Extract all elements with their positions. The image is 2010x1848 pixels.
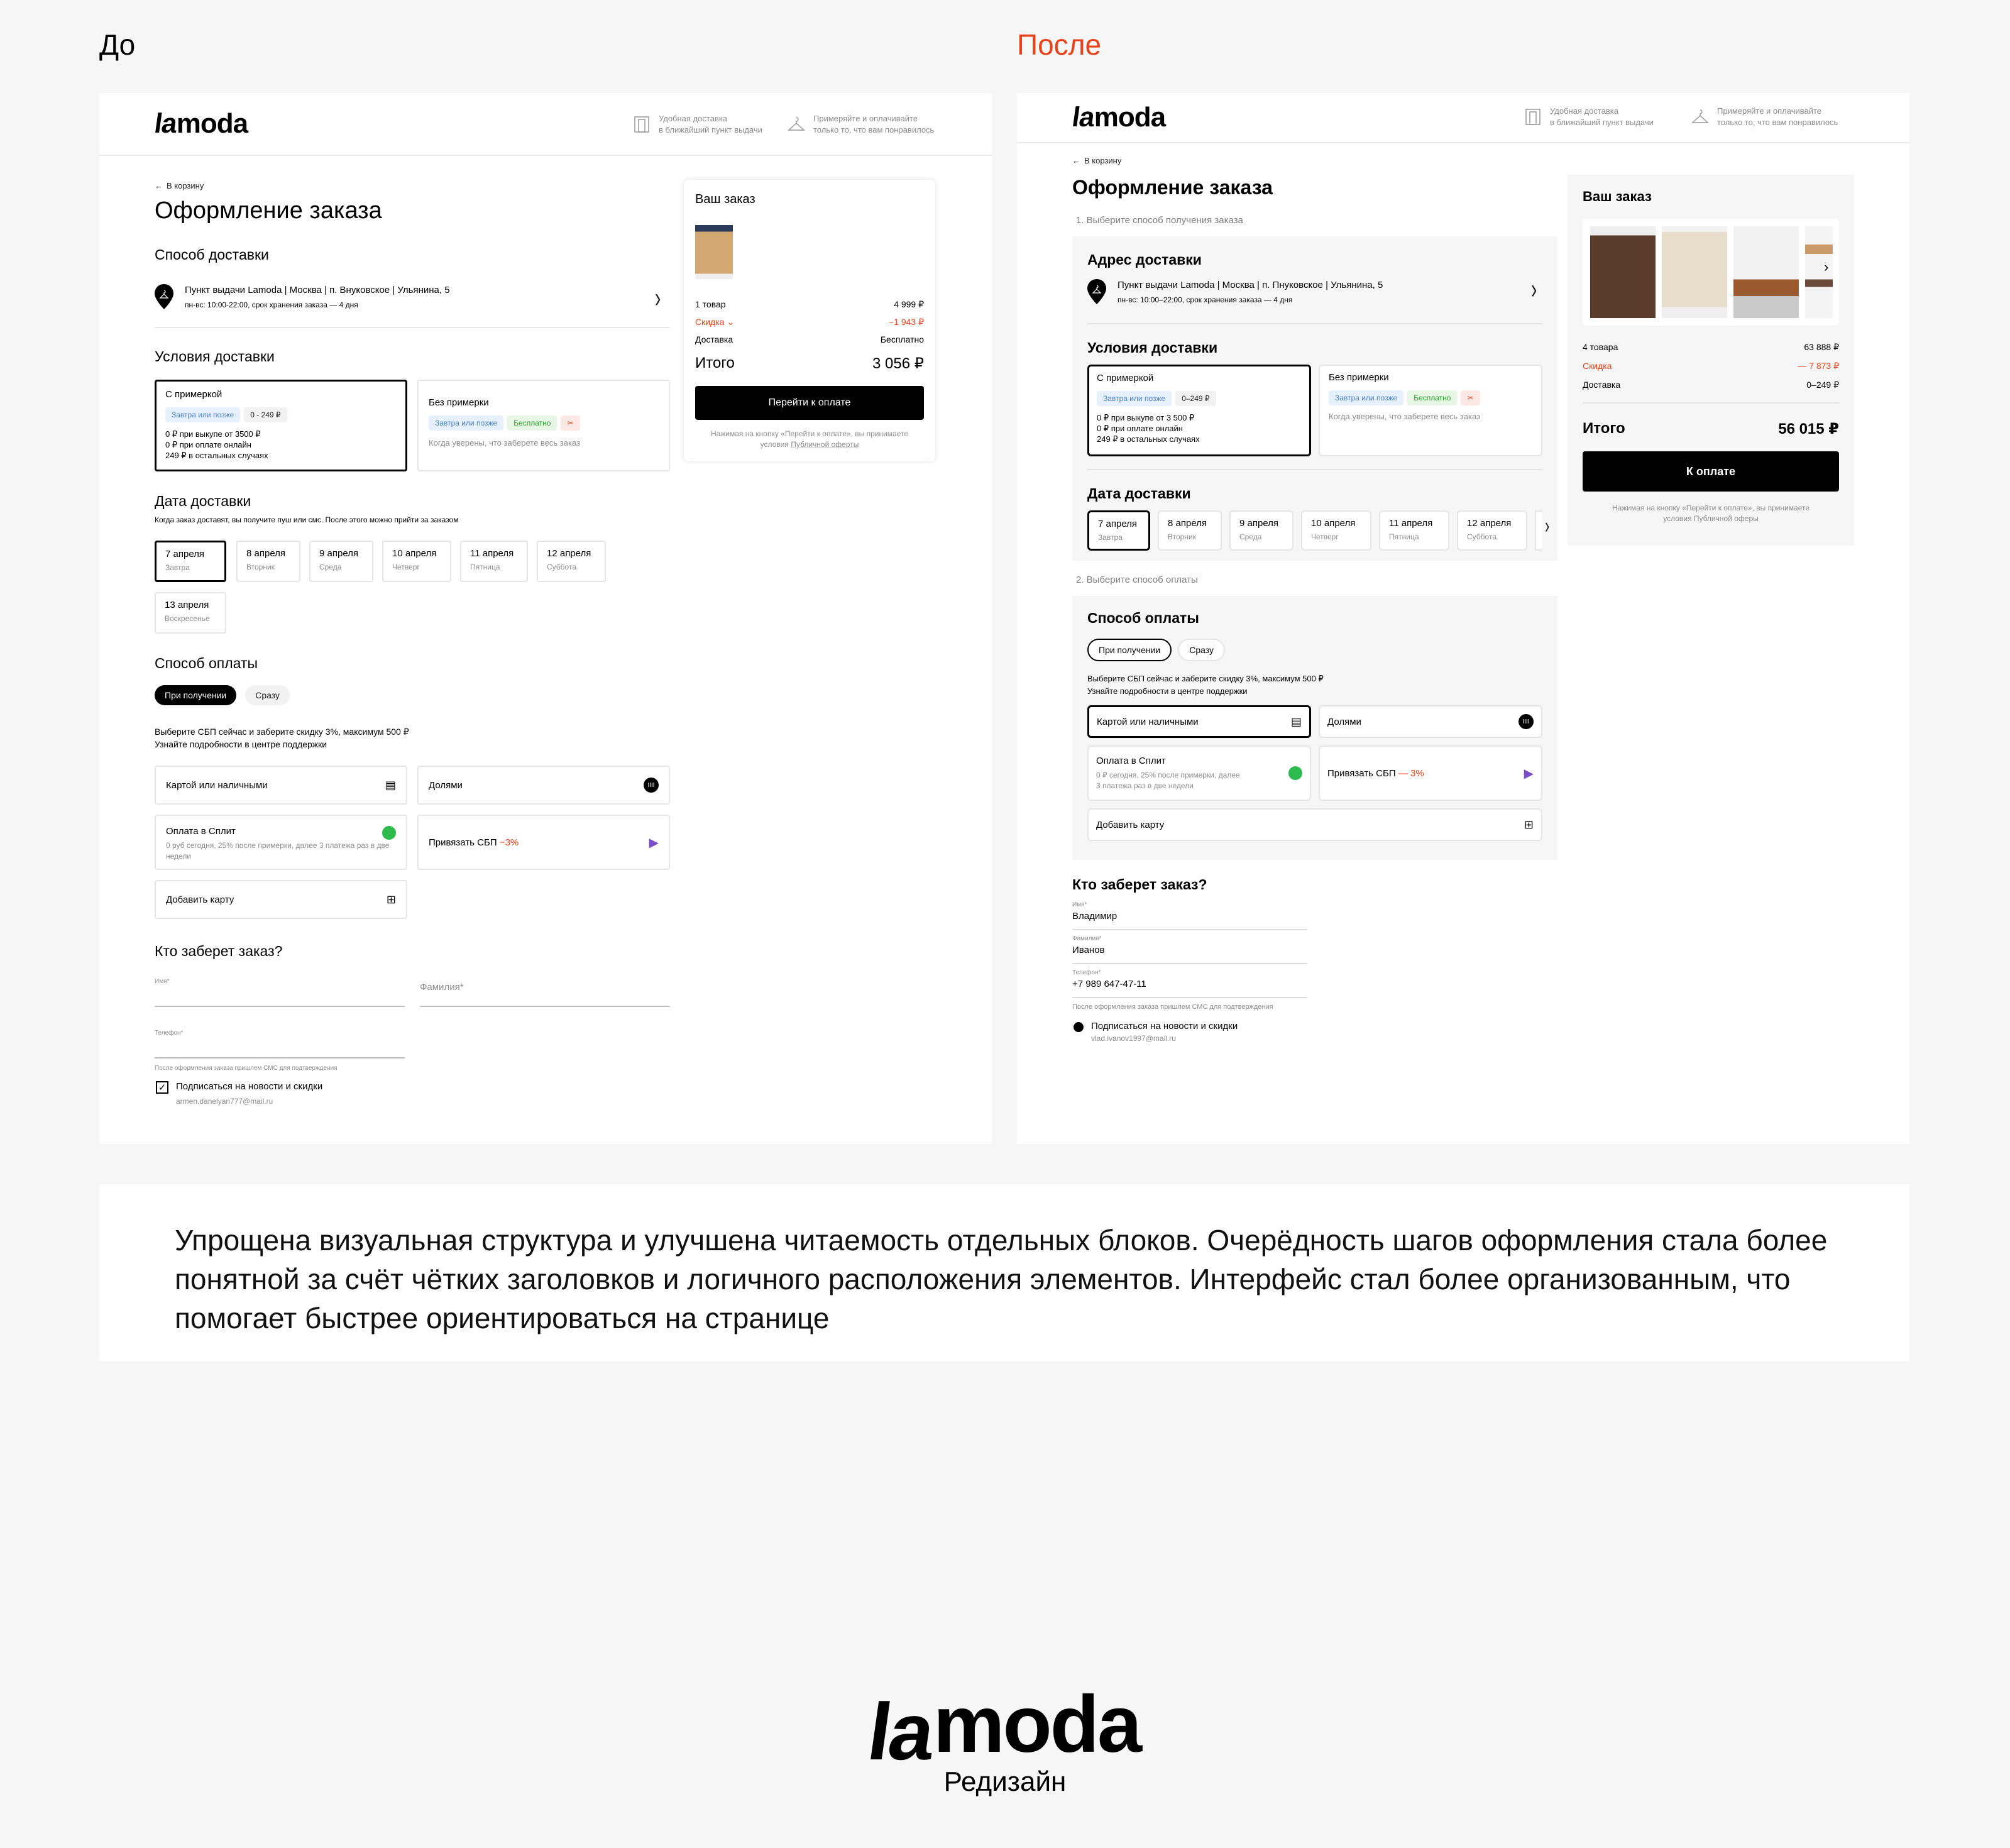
payment-heading: Способ оплаты [1087,610,1199,626]
dolyami-icon: IIII [1518,714,1534,729]
date-option[interactable]: 12 апреля Суббота [537,541,606,582]
recipient-heading: Кто заберет заказ? [155,943,283,959]
recipient-heading: Кто заберет заказ? [1072,876,1207,893]
payment-heading: Способ оплаты [155,655,258,671]
product-thumbnail-polo[interactable] [1590,226,1656,318]
chevron-right-icon[interactable]: › [1531,273,1537,304]
order-summary [684,180,935,461]
date-option[interactable]: 9 апреля Среда [1229,510,1293,551]
add-card-button[interactable]: Добавить карту ⊞ [1087,808,1542,841]
step-2-label: 2. Выберите способ оплаты [1076,575,1198,585]
card-coins-icon: ▤ [385,778,396,791]
pay-sbp[interactable]: Привязать СБП — 3% ▶ [1319,745,1542,801]
condition-with-fitting[interactable]: С примеркой Завтра или позже 0–249 ₽ 0 ₽ при выкупе от 3 500 ₽ 0 ₽ при оплате онлайн 249 ₽ в остальных случаях [1087,365,1311,456]
surname-field[interactable]: Фамилия* Иванов [1072,935,1307,964]
product-carousel [1583,219,1839,326]
date-option[interactable]: 11 апреля Пятница [1379,510,1449,551]
tab-immediately[interactable]: Сразу [245,685,290,705]
pay-card-or-cash[interactable]: Картой или наличными ▤ [155,766,407,805]
back-to-cart-link[interactable]: ← В корзину [1072,156,1122,165]
split-icon [1288,766,1302,780]
date-heading: Дата доставки [1087,485,1191,502]
tab-immediately[interactable]: Сразу [1178,639,1225,661]
split-icon [382,826,396,840]
summary-row-discount[interactable]: Скидка ⌄ −1 943 ₽ [695,317,924,327]
dolyami-icon: IIII [644,778,659,793]
address-heading: Адрес доставки [1087,251,1202,268]
pay-card-or-cash[interactable]: Картой или наличными ▤ [1087,705,1311,738]
subscribe-checkbox[interactable]: ✓ Подписаться на новости и скидки armen.danelyan777@mail.ru [156,1081,322,1106]
summary-row-delivery: Доставка 0–249 ₽ [1583,380,1839,390]
surname-field[interactable]: Фамилия* [420,982,670,1007]
phone-field[interactable]: Телефон* +7 989 647-47-11 [1072,969,1307,998]
footer-subtitle: Редизайн [943,1766,1067,1797]
terms-note: Нажимая на кнопку «Перейти к оплате», вы принимаете условия Публичной оферы [1612,503,1810,523]
before-screenshot [99,93,992,1144]
site-header [99,93,992,156]
date-option[interactable]: 10 апреля Четверг [382,541,451,582]
site-header [1017,93,1909,143]
public-offer-link[interactable]: Публичной оферты [791,440,859,449]
lamoda-logo[interactable]: lamoda [1070,102,1166,133]
after-screenshot [1017,93,1909,1144]
map-pin-icon [155,284,173,309]
date-option[interactable]: 12 апреля Суббота [1457,510,1527,551]
pill-price: 0 - 249 ₽ [244,407,287,422]
toggle-indicator-icon [1074,1022,1084,1032]
caption-text: Упрощена визуальная структура и улучшена читаемость отдельных блоков. Очерёдность шагов оформления стала более понятной за счёт чётких заголовков и логичного расположения элементов. Интерфейс стал более организованным, что помогает быстрее ориентироваться на странице [175,1224,1828,1334]
pickup-address[interactable]: Пункт выдачи Lamoda | Москва | п. Пнуковское | Ульянина, 5 пн-вс: 10:00–22:00, срок хранения заказа — 4 дня [1087,279,1383,304]
divider [1583,402,1839,404]
date-option[interactable]: 7 апреля Завтра [1087,510,1150,551]
payment-timing-tabs [1087,639,1225,661]
date-note: Когда заказ доставят, вы получите пуш или смс. После этого можно прийти за заказом [155,515,459,524]
caption-block [99,1184,1909,1361]
sbp-icon: ▶ [1524,766,1534,781]
condition-with-fitting[interactable]: С примеркой Завтра или позже 0 - 249 ₽ 0 ₽ при выкупе от 3500 ₽ 0 ₽ при оплате онлайн 249 ₽ в остальных случаях [155,380,407,471]
terms-note: Нажимая на кнопку «Перейти к оплате», вы принимаете условия Публичной оферты [710,429,909,449]
tab-on-receipt[interactable]: При получении [1087,639,1172,661]
arrow-left-icon: ← [1072,156,1080,165]
name-field[interactable]: Имя* Владимир [1072,901,1307,930]
condition-without-fitting[interactable]: Без примерки Завтра или позже Бесплатно ✂ Когда уверены, что заберете весь заказ [417,380,670,471]
summary-title: Ваш заказ [1583,189,1652,204]
card-coins-icon: ▤ [1290,715,1302,728]
order-summary [1568,175,1854,546]
date-option[interactable]: 11 апреля Пятница [460,541,528,582]
conditions-heading: Условия доставки [155,348,275,365]
summary-title: Ваш заказ [695,192,755,206]
condition-without-fitting[interactable]: Без примерки Завтра или позже Бесплатно ✂ Когда уверены, что заберете весь заказ [1319,365,1542,456]
pay-dolyami[interactable]: Долями IIII [1319,705,1542,738]
go-to-payment-button[interactable]: К оплате [1583,451,1839,492]
date-option[interactable]: 9 апреля Среда [309,541,373,582]
sbp-note: Выберите СБП сейчас и заберите скидку 3%, максимум 500 ₽ Узнайте подробности в центре поддержки [155,727,409,749]
before-label: До [99,28,136,61]
summary-row-items: 4 товара 63 888 ₽ [1583,342,1839,352]
no-fitting-icon: ✂ [561,415,579,431]
hanger-icon [1691,107,1710,126]
delivery-method-heading: Способ доставки [155,246,269,263]
page-title: Оформление заказа [155,197,382,224]
add-card-button[interactable]: Добавить карту ⊞ [155,880,407,919]
sbp-note: Выберите СБП сейчас и заберите скидку 3%, максимум 500 ₽ Узнайте подробности в центре поддержки [1087,674,1324,696]
add-card-icon: ⊞ [1524,818,1534,831]
subscribe-toggle[interactable]: Подписаться на новости и скидки vlad.ivanov1997@mail.ru [1074,1021,1238,1043]
summary-row-items: 1 товар 4 999 ₽ [695,299,924,309]
summary-row-delivery: Доставка Бесплатно [695,334,924,344]
sms-note: После оформления заказа пришлем СМС для подтверждения [1072,1003,1273,1011]
perk-delivery: Удобная доставка в ближайший пункт выдачи [1525,106,1654,128]
summary-total: Итого 56 015 ₽ [1583,420,1839,437]
checkmark-icon: ✓ [156,1081,168,1094]
date-option[interactable]: 8 апреля Вторник [1158,510,1222,551]
product-thumbnail-trousers[interactable] [695,225,733,279]
sbp-icon: ▶ [649,835,659,850]
step-1-label: 1. Выберите способ получения заказа [1076,215,1243,226]
product-thumbnail-trousers[interactable] [1662,226,1727,318]
name-field[interactable]: Имя* [155,978,405,1007]
back-to-cart-link[interactable]: ← В корзину [155,181,204,190]
after-label: После [1017,28,1102,61]
add-card-icon: ⊞ [386,893,396,906]
map-pin-icon [1087,279,1106,304]
perk-fitting: Примеряйте и оплачивайте только то, что вам понравилось [1691,106,1838,128]
footer-lamoda-logo: lamoda [862,1680,1141,1777]
divider [1087,469,1542,470]
divider [1087,323,1542,324]
pickup-point-icon [1525,107,1542,126]
payment-timing-tabs [155,685,290,705]
dates-next-icon[interactable]: › [1545,513,1550,539]
payment-panel [1072,596,1557,860]
no-fitting-icon: ✂ [1461,390,1480,405]
delivery-panel [1072,236,1557,561]
product-thumbnail-loafers[interactable] [1733,226,1799,318]
page-title: Оформление заказа [1072,176,1273,199]
conditions-heading: Условия доставки [1087,339,1218,356]
product-thumbnail-belt[interactable] [1805,226,1833,318]
go-to-payment-button[interactable]: Перейти к оплате [695,386,924,420]
carousel-next-icon[interactable]: › [1824,259,1829,275]
chevron-down-icon: ⌄ [727,317,735,327]
date-option[interactable]: 8 апреля Вторник [236,541,300,582]
chevron-right-icon[interactable]: › [655,282,661,313]
pill-date: Завтра или позже [165,407,240,422]
sms-note: После оформления заказа пришлем СМС для подтверждения [155,1065,338,1072]
hanger-icon [787,115,806,134]
date-option-partial[interactable] [1535,510,1542,551]
pay-dolyami[interactable]: Долями IIII [417,766,670,805]
arrow-left-icon: ← [155,181,163,190]
summary-row-discount: Скидка — 7 873 ₽ [1583,361,1839,371]
summary-total: Итого 3 056 ₽ [695,355,924,372]
perk-fitting: Примеряйте и оплачивайте только то, что вам понравилось [787,113,934,136]
phone-field[interactable]: Телефон* [155,1030,405,1059]
pickup-point-icon [634,115,651,134]
pay-split[interactable]: Оплата в Сплит 0 ₽ сегодня, 25% после примерки, далее 3 платежа раз в две недели [1087,745,1311,801]
date-option[interactable]: 13 апреля Воскресенье [155,592,226,634]
date-heading: Дата доставки [155,493,251,509]
date-option[interactable]: 7 апреля Завтра [155,541,226,582]
pay-sbp[interactable]: Привязать СБП −3% ▶ [417,815,670,870]
tab-on-receipt[interactable]: При получении [155,685,236,705]
divider [155,327,670,328]
pay-split[interactable]: Оплата в Сплит 0 руб сегодня, 25% после примерки, далее 3 платежа раз в две недели [155,815,407,870]
pickup-address[interactable]: Пункт выдачи Lamoda | Москва | п. Внуковское | Ульянина, 5 пн-вс: 10:00-22:00, срок хранения заказа — 4 дня [155,284,450,309]
lamoda-logo[interactable]: lamoda [152,108,248,139]
date-option[interactable]: 10 апреля Четверг [1301,510,1371,551]
perk-delivery: Удобная доставка в ближайший пункт выдачи [634,113,762,136]
